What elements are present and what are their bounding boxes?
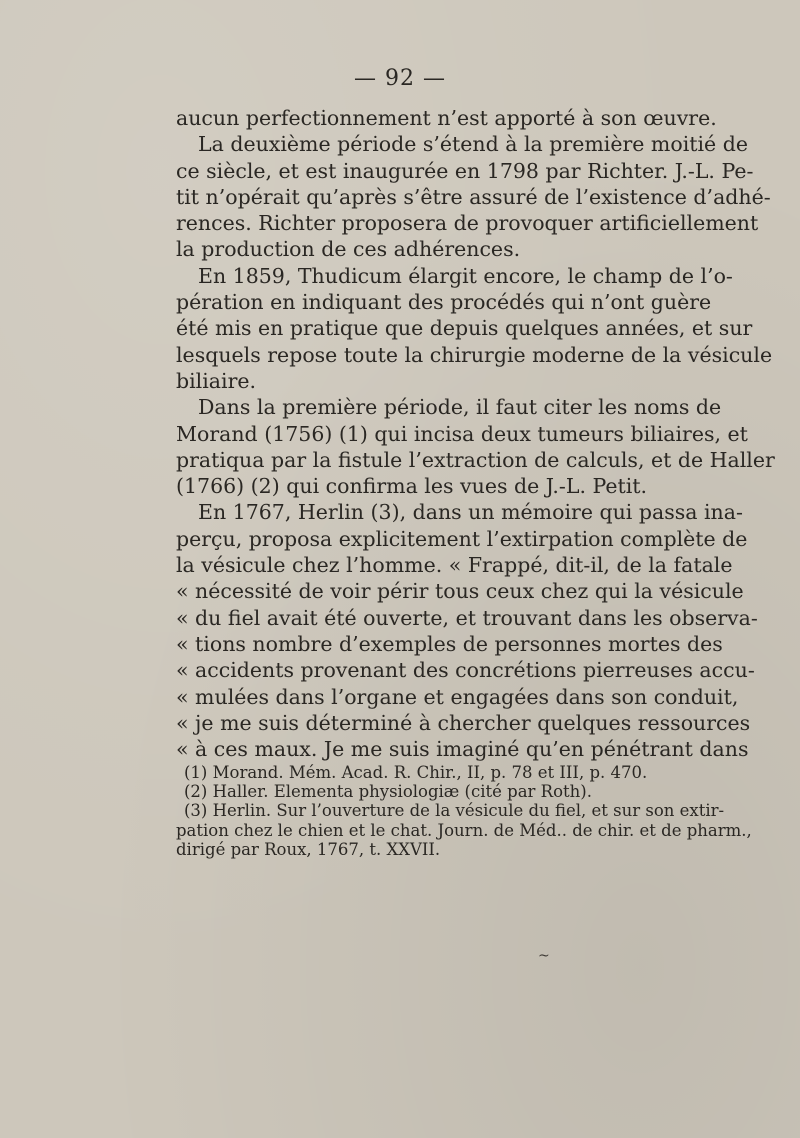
body-line: la production de ces adhérences. xyxy=(176,237,521,262)
body-line: été mis en pratique que depuis quelques années, et sur xyxy=(176,316,753,341)
body-line: « à ces maux. Je me suis imaginé qu’en pénétrant dans xyxy=(176,737,749,762)
body-line: En 1767, Herlin (3), dans un mémoire qui passa ina- xyxy=(198,500,743,525)
body-line: lesquels repose toute la chirurgie moderne de la vésicule xyxy=(176,342,773,367)
footnotes xyxy=(176,763,752,859)
footnote-line: dirigé par Roux, 1767, t. XXVII. xyxy=(176,839,441,859)
footnote-line: (3) Herlin. Sur l’ouverture de la vésicule du fiel, et sur son extir- xyxy=(184,801,725,821)
body-line: pratiqua par la fistule l’extraction de calculs, et de Haller xyxy=(176,447,775,472)
body-line: tit n’opérait qu’après s’être assuré de l’existence d’adhé- xyxy=(176,184,771,209)
body-line: La deuxième période s’étend à la première moitié de xyxy=(198,132,748,157)
body-line: rences. Richter proposera de provoquer artificiellement xyxy=(176,211,759,236)
body-line: « du fiel avait été ouverte, et trouvant dans les observa- xyxy=(176,605,758,630)
body-line: biliaire. xyxy=(176,368,257,393)
footnote-line: pation chez le chien et le chat. Journ. de Méd.. de chir. et de pharm., xyxy=(176,820,752,840)
body-line: Morand (1756) (1) qui incisa deux tumeurs biliaires, et xyxy=(176,421,748,446)
body-line: la vésicule chez l’homme. « Frappé, dit-il, de la fatale xyxy=(176,553,733,578)
body-line: « tions nombre d’exemples de personnes mortes des xyxy=(176,631,723,656)
body-line: perçu, proposa explicitement l’extirpation complète de xyxy=(176,526,748,551)
body-line: « nécessité de voir périr tous ceux chez qui la vésicule xyxy=(176,579,744,604)
footnote-line: (2) Haller. Elementa physiologiæ (cité par Roth). xyxy=(184,782,592,802)
page-number: — 92 — xyxy=(354,66,446,91)
body-line: pération en indiquant des procédés qui n’ont guère xyxy=(176,290,712,315)
body-line: ce siècle, et est inaugurée en 1798 par Richter. J.-L. Pe- xyxy=(176,158,754,183)
body-line: (1766) (2) qui confirma les vues de J.-L. Petit. xyxy=(176,474,648,499)
body-line: « accidents provenant des concrétions pierreuses accu- xyxy=(176,658,755,683)
paper-speck: ~ xyxy=(538,948,550,964)
body-line: aucun perfectionnement n’est apporté à son œuvre. xyxy=(176,106,717,130)
body-line: « je me suis déterminé à chercher quelques ressources xyxy=(176,710,751,735)
body-line: Dans la première période, il faut citer les noms de xyxy=(198,395,722,420)
footnote-line: (1) Morand. Mém. Acad. R. Chir., II, p. 78 et III, p. 470. xyxy=(184,763,648,782)
body-line: « mulées dans l’organe et engagées dans son conduit, xyxy=(176,684,739,709)
body-line: En 1859, Thudicum élargit encore, le champ de l’o- xyxy=(198,263,733,288)
body-text xyxy=(176,105,775,762)
